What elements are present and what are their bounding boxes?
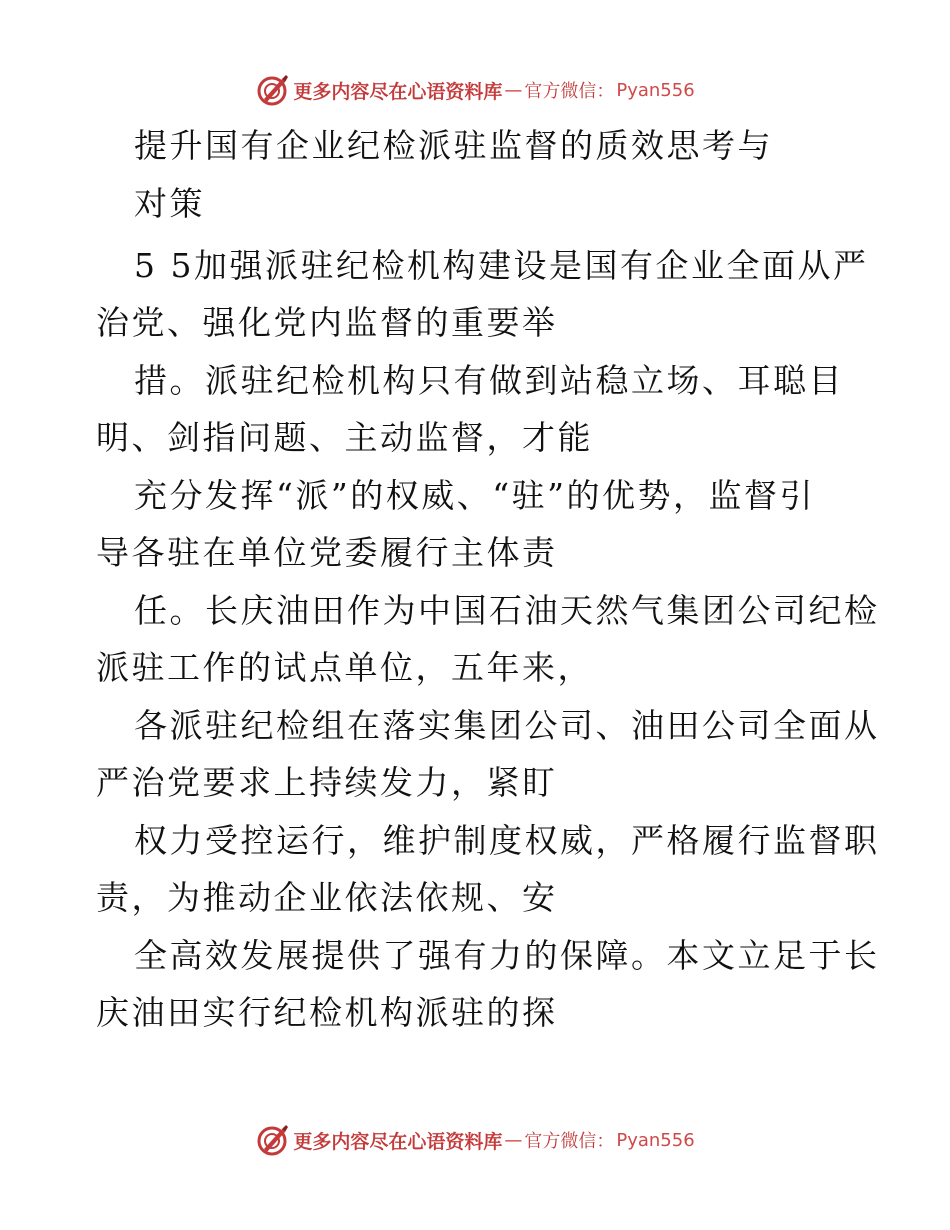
text-line: 严治党要求上持续发力，紧盯	[96, 763, 558, 802]
text-line: 派驻工作的试点单位，五年来，	[96, 648, 593, 687]
text-line: 庆油田实行纪检机构派驻的探	[96, 993, 558, 1032]
banner-wechat-label: 官方微信：	[524, 81, 615, 102]
text-line: 5 5加强派驻纪检机构建设是国有企业全面从严	[134, 246, 869, 285]
banner-wechat-id: Pyan556	[616, 1129, 695, 1151]
banner-wechat-label: 官方微信：	[524, 1131, 615, 1152]
text-line: 各派驻纪检组在落实集团公司、油田公司全面从	[134, 706, 880, 745]
text-line: 措。派驻纪检机构只有做到站稳立场、耳聪目	[134, 361, 844, 400]
text-line: 明、剑指问题、主动监督，才能	[96, 418, 593, 457]
banner-separator: —	[504, 79, 523, 101]
footer-banner	[0, 1120, 950, 1160]
banner-brand-text: 更多内容尽在心语资料库	[293, 1130, 503, 1153]
doc-title-line-2: 对策	[134, 184, 205, 223]
text-line: 治党、强化党内监督的重要举	[96, 303, 558, 342]
banner-brand-text: 更多内容尽在心语资料库	[293, 80, 503, 103]
doc-title-line-1: 提升国有企业纪检派驻监督的质效思考与	[134, 126, 773, 165]
text-line: 权力受控运行，维护制度权威，严格履行监督职	[134, 821, 880, 860]
text-line: 任。长庆油田作为中国石油天然气集团公司纪检	[134, 591, 880, 630]
text-line: 导各驻在单位党委履行主体责	[96, 533, 558, 572]
pen-logo-icon	[255, 1122, 291, 1158]
text-line: 充分发挥“派”的权威、“驻”的优势，监督引	[134, 476, 815, 515]
banner-wechat-id: Pyan556	[616, 79, 695, 101]
text-line: 责，为推动企业依法依规、安	[96, 878, 558, 917]
banner-separator: —	[504, 1129, 523, 1151]
text-line: 全高效发展提供了强有力的保障。本文立足于长	[134, 936, 880, 975]
